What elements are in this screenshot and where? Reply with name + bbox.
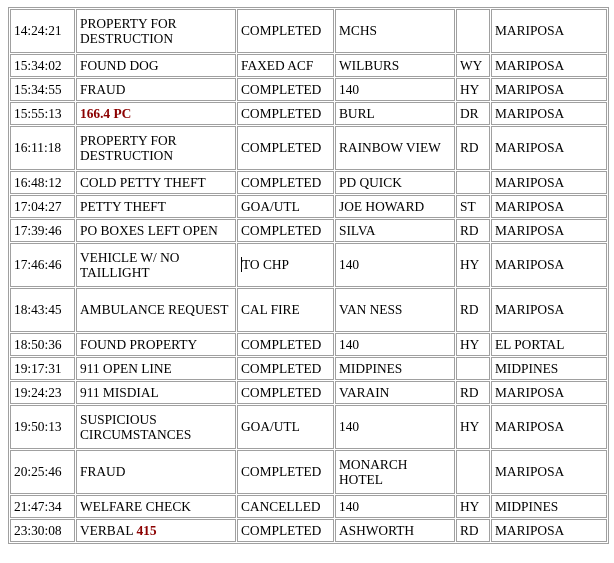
status-cell: COMPLETED <box>237 78 334 101</box>
table-row <box>10 357 607 380</box>
city-cell: MARIPOSA <box>491 405 607 449</box>
status-cell: GOA/UTL <box>237 195 334 218</box>
city-cell: MARIPOSA <box>491 381 607 404</box>
table-row <box>10 9 607 53</box>
city-cell: EL PORTAL <box>491 333 607 356</box>
street-cell: VARAIN <box>335 381 455 404</box>
street-cell: MIDPINES <box>335 357 455 380</box>
table-row <box>10 195 607 218</box>
call-type-cell: FOUND DOG <box>76 54 236 77</box>
city-cell: MARIPOSA <box>491 519 607 542</box>
call-type-cell: SUSPICIOUS CIRCUMSTANCES <box>76 405 236 449</box>
call-type-code: 415 <box>136 522 157 538</box>
status-cell: COMPLETED <box>237 519 334 542</box>
street-suffix-cell: HY <box>456 78 490 101</box>
city-cell: MARIPOSA <box>491 126 607 170</box>
call-type-cell: FOUND PROPERTY <box>76 333 236 356</box>
table-row <box>10 381 607 404</box>
street-suffix-cell: RD <box>456 381 490 404</box>
street-cell: RAINBOW VIEW <box>335 126 455 170</box>
status-cell: COMPLETED <box>237 450 334 494</box>
street-suffix-cell: RD <box>456 126 490 170</box>
street-cell: BURL <box>335 102 455 125</box>
city-cell: MARIPOSA <box>491 219 607 242</box>
street-suffix-cell: ST <box>456 195 490 218</box>
call-type-cell: PETTY THEFT <box>76 195 236 218</box>
city-cell: MARIPOSA <box>491 171 607 194</box>
table-row <box>10 102 607 125</box>
call-type-cell: PROPERTY FOR DESTRUCTION <box>76 9 236 53</box>
city-cell: MARIPOSA <box>491 288 607 332</box>
time-cell: 16:48:12 <box>10 171 75 194</box>
time-cell: 19:50:13 <box>10 405 75 449</box>
call-type-cell <box>76 519 236 542</box>
time-cell: 19:24:23 <box>10 381 75 404</box>
table-row <box>10 126 607 170</box>
call-type-cell: 911 OPEN LINE <box>76 357 236 380</box>
status-cell: COMPLETED <box>237 381 334 404</box>
time-cell: 18:43:45 <box>10 288 75 332</box>
street-suffix-cell: HY <box>456 333 490 356</box>
street-suffix-cell <box>456 357 490 380</box>
city-cell: MARIPOSA <box>491 243 607 287</box>
street-suffix-cell: RD <box>456 288 490 332</box>
street-cell: VAN NESS <box>335 288 455 332</box>
time-cell: 17:39:46 <box>10 219 75 242</box>
city-cell: MARIPOSA <box>491 102 607 125</box>
table-row <box>10 171 607 194</box>
city-cell: MIDPINES <box>491 495 607 518</box>
call-log-table <box>8 7 609 544</box>
city-cell: MARIPOSA <box>491 450 607 494</box>
table-row <box>10 288 607 332</box>
street-suffix-cell: HY <box>456 495 490 518</box>
time-cell: 15:34:55 <box>10 78 75 101</box>
call-type-cell: 166.4 PC <box>76 102 236 125</box>
status-cell: COMPLETED <box>237 333 334 356</box>
street-suffix-cell <box>456 171 490 194</box>
table-row <box>10 219 607 242</box>
street-cell: WILBURS <box>335 54 455 77</box>
call-type-cell: COLD PETTY THEFT <box>76 171 236 194</box>
status-cell: GOA/UTL <box>237 405 334 449</box>
table-row <box>10 243 607 287</box>
street-cell: 140 <box>335 243 455 287</box>
time-cell: 17:46:46 <box>10 243 75 287</box>
call-type-text: VERBAL <box>80 522 134 538</box>
time-cell: 15:34:02 <box>10 54 75 77</box>
time-cell: 17:04:27 <box>10 195 75 218</box>
street-cell: PD QUICK <box>335 171 455 194</box>
street-suffix-cell: HY <box>456 405 490 449</box>
street-suffix-cell: WY <box>456 54 490 77</box>
status-cell: CAL FIRE <box>237 288 334 332</box>
time-cell: 20:25:46 <box>10 450 75 494</box>
table-row <box>10 333 607 356</box>
street-cell: MCHS <box>335 9 455 53</box>
street-cell: MONARCH HOTEL <box>335 450 455 494</box>
status-cell: COMPLETED <box>237 102 334 125</box>
table-row <box>10 519 607 542</box>
call-type-cell: FRAUD <box>76 78 236 101</box>
street-suffix-cell: RD <box>456 519 490 542</box>
status-cell: COMPLETED <box>237 126 334 170</box>
city-cell: MARIPOSA <box>491 9 607 53</box>
street-cell: SILVA <box>335 219 455 242</box>
city-cell: MARIPOSA <box>491 54 607 77</box>
city-cell: MARIPOSA <box>491 195 607 218</box>
city-cell: MIDPINES <box>491 357 607 380</box>
street-cell: 140 <box>335 405 455 449</box>
call-type-cell: PROPERTY FOR DESTRUCTION <box>76 126 236 170</box>
street-cell: 140 <box>335 78 455 101</box>
status-cell: FAXED ACF <box>237 54 334 77</box>
street-suffix-cell: DR <box>456 102 490 125</box>
time-cell: 19:17:31 <box>10 357 75 380</box>
call-log-page <box>8 7 609 544</box>
street-cell: JOE HOWARD <box>335 195 455 218</box>
city-cell: MARIPOSA <box>491 78 607 101</box>
table-row <box>10 450 607 494</box>
status-cell: COMPLETED <box>237 357 334 380</box>
call-type-cell: FRAUD <box>76 450 236 494</box>
status-cell: COMPLETED <box>237 171 334 194</box>
street-cell: 140 <box>335 495 455 518</box>
street-cell: 140 <box>335 333 455 356</box>
time-cell: 14:24:21 <box>10 9 75 53</box>
table-row <box>10 78 607 101</box>
time-cell: 18:50:36 <box>10 333 75 356</box>
time-cell: 21:47:34 <box>10 495 75 518</box>
status-cell <box>237 243 334 287</box>
status-cell: COMPLETED <box>237 9 334 53</box>
call-type-cell: VEHICLE W/ NO TAILLIGHT <box>76 243 236 287</box>
status-text: TO CHP <box>242 257 290 273</box>
call-type-cell: PO BOXES LEFT OPEN <box>76 219 236 242</box>
status-cell: CANCELLED <box>237 495 334 518</box>
call-type-cell: AMBULANCE REQUEST <box>76 288 236 332</box>
table-row <box>10 405 607 449</box>
time-cell: 15:55:13 <box>10 102 75 125</box>
status-cell: COMPLETED <box>237 219 334 242</box>
time-cell: 23:30:08 <box>10 519 75 542</box>
call-type-cell: 911 MISDIAL <box>76 381 236 404</box>
street-suffix-cell: HY <box>456 243 490 287</box>
street-suffix-cell <box>456 450 490 494</box>
table-row <box>10 495 607 518</box>
street-suffix-cell <box>456 9 490 53</box>
street-cell: ASHWORTH <box>335 519 455 542</box>
time-cell: 16:11:18 <box>10 126 75 170</box>
street-suffix-cell: RD <box>456 219 490 242</box>
call-type-cell: WELFARE CHECK <box>76 495 236 518</box>
table-row <box>10 54 607 77</box>
